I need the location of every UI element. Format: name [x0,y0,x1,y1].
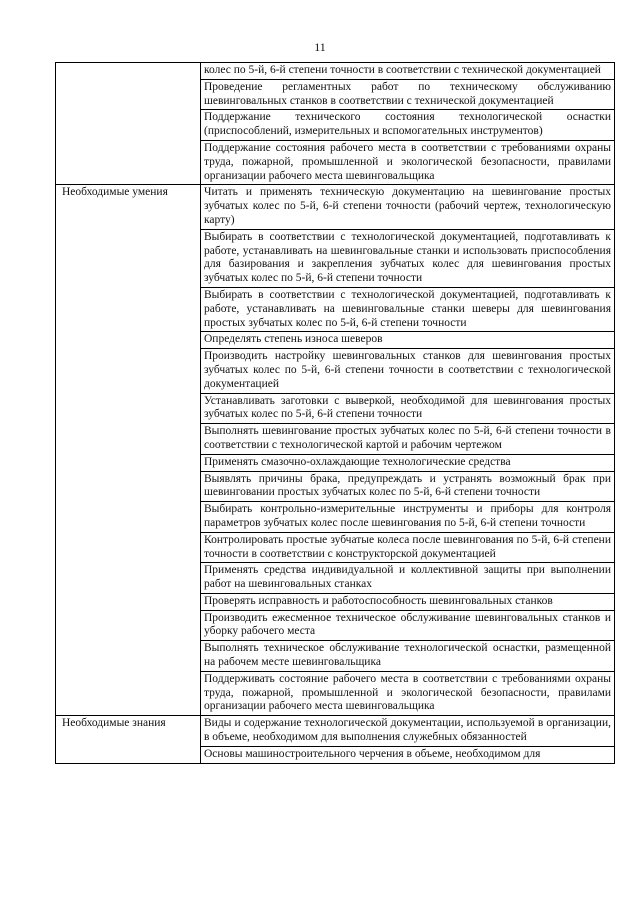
section-label-cell [56,110,201,141]
section-label-cell [56,502,201,533]
requirement-text: Устанавливать заготовки с выверкой, необходимой для шевингования простых зубчатых колес по 5-й, 6-й степени точности [201,393,615,424]
table-row [56,671,615,715]
table-row [56,349,615,393]
section-label: Необходимые умения [62,186,168,199]
section-label-cell [56,716,201,747]
section-label-cell [56,287,201,331]
requirement-text: Выявлять причины брака, предупреждать и устранять возможный брак при шевинговании простых зубчатых колес по 5-й, 6-й степени точности [201,471,615,502]
section-label-cell [56,454,201,471]
requirement-text: Производить настройку шевинговальных станков для шевингования простых зубчатых колес по 5-й, 6-й степени точности в соответствии с технологической документацией [201,349,615,393]
section-label-cell [56,671,201,715]
section-label-cell [56,746,201,763]
table-row [56,641,615,672]
table-row [56,140,615,184]
table-row [56,563,615,594]
requirement-text: Выполнять техническое обслуживание технологической оснастки, размещенной на рабочем месте шевинговальщика [201,641,615,672]
table-row [56,79,615,110]
table-row [56,229,615,287]
section-label-cell [56,532,201,563]
section-label-cell [56,593,201,610]
table-row [56,424,615,455]
requirement-text: Выбирать в соответствии с технологической документацией, подготавливать к работе, устанавливать на шевинговальные станки шеверы для шевингования простых зубчатых колес по 5-й, 6-й степени точности [201,287,615,331]
table-row [56,63,615,80]
requirement-text: колес по 5-й, 6-й степени точности в соответствии с технической документацией [201,63,615,80]
section-label-cell [56,393,201,424]
section-label-cell [56,63,201,80]
table-row [56,532,615,563]
section-label-cell [56,349,201,393]
requirement-text: Виды и содержание технологической документации, используемой в организации, в объеме, необходимом для выполнения служебных обязанностей [201,716,615,747]
section-label-cell [56,79,201,110]
section-label-cell [56,229,201,287]
table-row [56,393,615,424]
requirement-text: Выбирать в соответствии с технологической документацией, подготавливать к работе, устанавливать на шевинговальные станки и использовать приспособления для базирования и закрепления зубчатых колес для шевингования простых зубчатых колес по 5-й, 6-й степени точности [201,229,615,287]
requirement-text: Основы машиностроительного черчения в объеме, необходимом для [201,746,615,763]
table-row [56,746,615,763]
table-row [56,716,615,747]
page-number: 11 [314,40,326,54]
requirement-text: Проверять исправность и работоспособность шевинговальных станков [201,593,615,610]
requirement-text: Поддерживать состояние рабочего места в соответствии с требованиями охраны труда, пожарной, промышленной и экологической безопасности, правилами организации рабочего места шевинговальщика [201,671,615,715]
table-row [56,502,615,533]
section-label-cell [56,185,201,229]
section-label: Необходимые знания [62,717,166,730]
requirement-text: Выполнять шевингование простых зубчатых колес по 5-й, 6-й степени точности в соответствии с технологической картой и рабочим чертежом [201,424,615,455]
table-row [56,287,615,331]
section-label-cell [56,610,201,641]
table-row [56,110,615,141]
section-label-cell [56,471,201,502]
requirement-text: Применять смазочно-охлаждающие технологические средства [201,454,615,471]
table-row [56,471,615,502]
requirement-text: Поддержание технического состояния технологической оснастки (приспособлений, измерительных и вспомогательных инструментов) [201,110,615,141]
table-row [56,593,615,610]
table-row [56,610,615,641]
requirement-text: Выбирать контрольно-измерительные инструменты и приборы для контроля параметров зубчатых колес после шевингования по 5-й, 6-й степени точности [201,502,615,533]
requirement-text: Проведение регламентных работ по техническому обслуживанию шевинговальных станков в соответствии с технической документацией [201,79,615,110]
requirement-text: Контролировать простые зубчатые колеса после шевингования по 5-й, 6-й степени точности в соответствии с конструкторской документацией [201,532,615,563]
table-row [56,454,615,471]
requirement-text: Определять степень износа шеверов [201,332,615,349]
section-label-cell [56,641,201,672]
section-label-cell [56,424,201,455]
requirements-table-body [56,63,615,764]
requirement-text: Читать и применять техническую документацию на шевингование простых зубчатых колес по 5-й, 6-й степени точности (рабочий чертеж, технологическую карту) [201,185,615,229]
requirement-text: Производить ежесменное техническое обслуживание шевинговальных станков и уборку рабочего места [201,610,615,641]
section-label-cell [56,332,201,349]
section-label-cell [56,140,201,184]
requirements-table [55,62,615,764]
table-row [56,332,615,349]
section-label-cell [56,563,201,594]
requirement-text: Поддержание состояния рабочего места в соответствии с требованиями охраны труда, пожарной, промышленной и экологической безопасности, правилами организации рабочего места шевинговальщика [201,140,615,184]
requirement-text: Применять средства индивидуальной и коллективной защиты при выполнении работ на шевинговальных станках [201,563,615,594]
table-row [56,185,615,229]
